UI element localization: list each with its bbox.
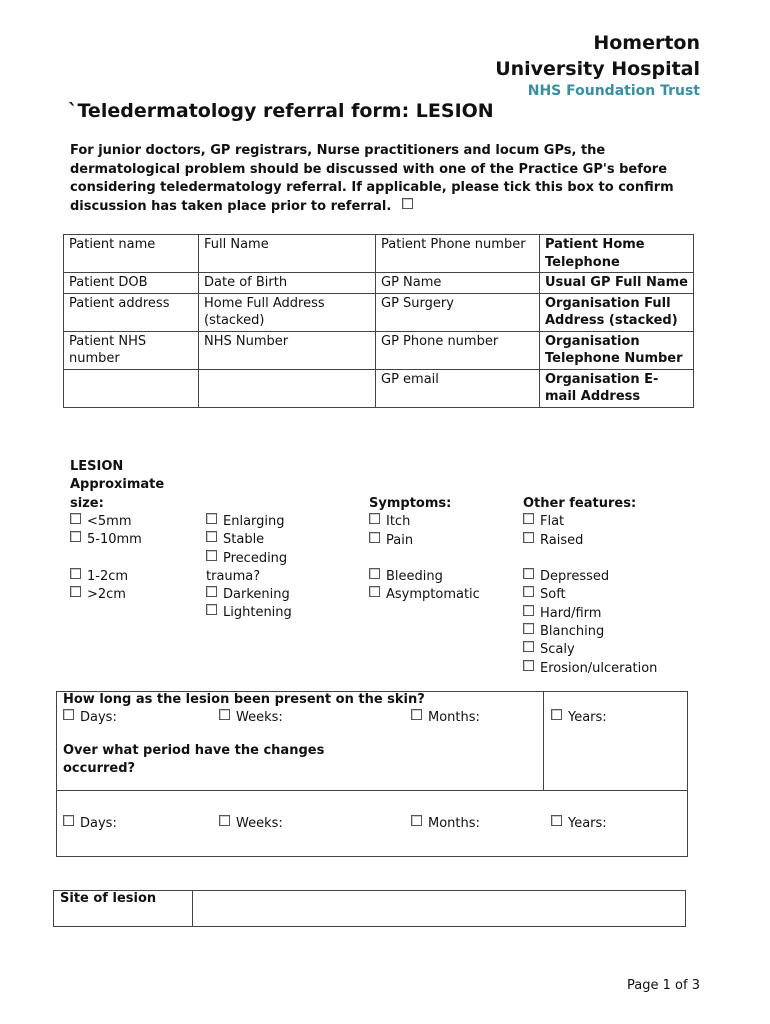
option-label: 1-2cm: [87, 568, 129, 584]
checkbox[interactable]: [523, 623, 534, 634]
option-label: Itch: [386, 514, 411, 530]
present-weeks-option[interactable]: [219, 709, 283, 725]
table-row: [64, 235, 694, 273]
change-option[interactable]: [206, 586, 292, 604]
intro-paragraph: [70, 142, 690, 216]
option-label: Blanching: [540, 624, 605, 640]
option-label: Months:: [428, 816, 480, 831]
table-cell: Patient DOB: [64, 273, 199, 294]
table-cell: GP email: [376, 369, 540, 407]
feature-option[interactable]: [523, 660, 657, 678]
table-cell: Patient NHS number: [64, 331, 199, 369]
option-label: Soft: [540, 587, 566, 603]
option-label: Erosion/ulceration: [540, 660, 658, 676]
option-label: Hard/firm: [540, 605, 602, 621]
checkbox[interactable]: [70, 568, 81, 579]
table-cell: Organisation Telephone Number: [540, 331, 694, 369]
feature-option[interactable]: [523, 586, 657, 604]
option-label: Darkening: [223, 587, 290, 603]
option-label: Weeks:: [236, 816, 283, 831]
table-cell: Home Full Address (stacked): [199, 293, 376, 331]
table-cell: GP Phone number: [376, 331, 540, 369]
change-option[interactable]: [206, 531, 292, 549]
checkbox[interactable]: [523, 586, 534, 597]
option-label: Lightening: [223, 605, 292, 621]
other-features-column: [523, 495, 657, 678]
symptom-option[interactable]: [369, 532, 480, 550]
table-cell: Patient name: [64, 235, 199, 273]
site-divider: [192, 890, 193, 926]
intro-text: For junior doctors, GP registrars, Nurse practitioners and locum GPs, the dermatological problem should be discussed with one of the Practice GP's before considering teledermatology referral. If applicable, please tick this box to confirm discussion has taken place prior to referral.: [70, 143, 674, 214]
option-label: Days:: [80, 710, 117, 725]
symptom-option[interactable]: [369, 513, 480, 531]
option-label: Years:: [568, 816, 607, 831]
symptoms-heading: Symptoms:: [369, 496, 452, 511]
table-row: [64, 293, 694, 331]
checkbox[interactable]: [63, 709, 74, 720]
changes-years-option[interactable]: [551, 815, 607, 831]
option-label: Scaly: [540, 642, 575, 658]
change-option[interactable]: [206, 550, 292, 568]
table-row: [64, 273, 694, 294]
feature-option[interactable]: [523, 623, 657, 641]
symptom-option[interactable]: [369, 568, 480, 586]
table-cell: Patient Phone number: [376, 235, 540, 273]
checkbox[interactable]: [369, 513, 380, 524]
checkbox[interactable]: [206, 513, 217, 524]
table-cell: Organisation Full Address (stacked): [540, 293, 694, 331]
checkbox[interactable]: [206, 550, 217, 561]
duration-question-present: How long as the lesion been present on the skin?: [63, 692, 425, 707]
option-label: Enlarging: [223, 514, 285, 529]
checkbox[interactable]: [411, 709, 422, 720]
table-cell: Organisation E-mail Address: [540, 369, 694, 407]
feature-option[interactable]: [523, 605, 657, 623]
checkbox[interactable]: [219, 709, 230, 720]
page-number: Page 1 of 3: [627, 978, 700, 993]
present-years-option[interactable]: [551, 709, 607, 725]
feature-option[interactable]: [523, 641, 657, 659]
option-label: Stable: [223, 532, 265, 548]
option-label: Months:: [428, 710, 480, 725]
table-cell: Full Name: [199, 235, 376, 273]
option-label: <5mm: [87, 513, 132, 529]
feature-option[interactable]: [523, 568, 657, 586]
table-row: [64, 331, 694, 369]
option-label: Raised: [540, 532, 584, 548]
checkbox[interactable]: [551, 709, 562, 720]
option-label: Pain: [386, 532, 414, 548]
patient-details-table: [63, 234, 694, 408]
checkbox[interactable]: [523, 513, 534, 524]
hospital-name-line2: University Hospital: [495, 58, 700, 80]
change-option-continued: trauma?: [206, 568, 261, 584]
feature-option[interactable]: [523, 532, 657, 550]
checkbox[interactable]: [551, 815, 562, 826]
size-column: [70, 458, 164, 604]
option-label: >2cm: [87, 587, 126, 603]
present-months-option[interactable]: [411, 709, 480, 725]
size-heading-line2: Approximate: [70, 477, 165, 493]
change-option[interactable]: [206, 604, 292, 622]
table-cell: GP Name: [376, 273, 540, 294]
checkbox[interactable]: [369, 586, 380, 597]
table-cell: [199, 369, 376, 407]
table-cell: Usual GP Full Name: [540, 273, 694, 294]
change-column: [206, 513, 292, 623]
option-label: Depressed: [540, 569, 610, 585]
checkbox[interactable]: [523, 532, 534, 543]
checkbox[interactable]: [70, 513, 81, 524]
checkbox[interactable]: [63, 815, 74, 826]
option-label: Years:: [568, 710, 607, 725]
duration-separator: [56, 790, 687, 791]
site-of-lesion-label: Site of lesion: [60, 891, 157, 906]
checkbox[interactable]: [206, 604, 217, 615]
symptom-option[interactable]: [369, 586, 480, 604]
changes-months-option[interactable]: [411, 815, 480, 831]
option-label: Flat: [540, 514, 565, 530]
table-row: [64, 369, 694, 407]
table-cell: [64, 369, 199, 407]
hospital-name-line1: Homerton: [593, 32, 700, 54]
size-option[interactable]: [70, 586, 164, 604]
feature-option[interactable]: [523, 513, 657, 531]
gp-discussion-checkbox[interactable]: [402, 198, 413, 209]
option-label: Bleeding: [386, 569, 443, 585]
table-cell: GP Surgery: [376, 293, 540, 331]
checkbox[interactable]: [523, 641, 534, 652]
checkbox[interactable]: [219, 815, 230, 826]
option-label: 5-10mm: [87, 532, 142, 548]
table-cell: NHS Number: [199, 331, 376, 369]
option-label: Asymptomatic: [386, 587, 480, 603]
checkbox[interactable]: [369, 532, 380, 543]
checkbox[interactable]: [523, 568, 534, 579]
nhs-trust-label: NHS Foundation Trust: [527, 83, 700, 99]
table-cell: Date of Birth: [199, 273, 376, 294]
option-label: Days:: [80, 816, 117, 831]
symptoms-column: [369, 495, 480, 605]
checkbox[interactable]: [523, 605, 534, 616]
table-cell: Patient Home Telephone: [540, 235, 694, 273]
present-days-option[interactable]: [63, 709, 117, 725]
table-cell: Patient address: [64, 293, 199, 331]
checkbox[interactable]: [411, 815, 422, 826]
changes-weeks-option[interactable]: [219, 815, 283, 831]
size-heading-line3: size:: [70, 495, 104, 511]
option-label: Preceding: [223, 550, 288, 566]
changes-days-option[interactable]: [63, 815, 117, 831]
site-of-lesion-input[interactable]: [194, 891, 683, 925]
checkbox[interactable]: [206, 531, 217, 542]
size-heading-line1: LESION: [70, 459, 124, 474]
size-option[interactable]: [70, 513, 164, 531]
duration-divider: [543, 691, 544, 791]
checkbox[interactable]: [369, 568, 380, 579]
page-title: `Teledermatology referral form: LESION: [68, 100, 494, 122]
other-features-heading: Other features:: [523, 496, 637, 511]
duration-question-changes: Over what period have the changes occurred?: [63, 743, 325, 776]
size-option[interactable]: [70, 568, 164, 586]
checkbox[interactable]: [523, 660, 534, 671]
size-option[interactable]: [70, 531, 164, 549]
checkbox[interactable]: [70, 586, 81, 597]
change-option[interactable]: [206, 513, 292, 531]
option-label: Weeks:: [236, 710, 283, 725]
checkbox[interactable]: [70, 531, 81, 542]
checkbox[interactable]: [206, 586, 217, 597]
